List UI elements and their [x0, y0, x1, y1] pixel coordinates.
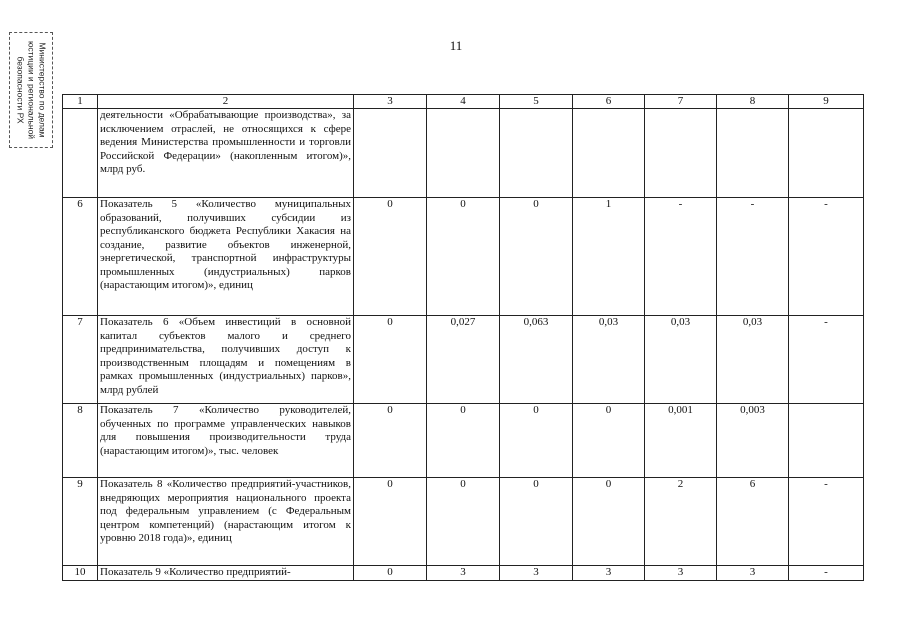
- value-cell: 3: [717, 566, 789, 581]
- value-cell: 0,03: [717, 316, 789, 404]
- table-row: [63, 404, 864, 478]
- row-number: [63, 109, 98, 198]
- value-cell: [789, 404, 864, 478]
- value-cell: 3: [500, 566, 573, 581]
- row-number: 7: [63, 316, 98, 404]
- value-cell: 0: [354, 404, 427, 478]
- value-cell: [573, 109, 645, 198]
- value-cell: 3: [573, 566, 645, 581]
- value-cell: 0: [500, 198, 573, 316]
- row-number: 10: [63, 566, 98, 581]
- table-row: [63, 316, 864, 404]
- value-cell: 6: [717, 478, 789, 566]
- row-number: 8: [63, 404, 98, 478]
- value-cell: -: [789, 198, 864, 316]
- value-cell: [789, 109, 864, 198]
- row-number: 9: [63, 478, 98, 566]
- value-cell: 0: [354, 198, 427, 316]
- value-cell: -: [645, 198, 717, 316]
- value-cell: 0,063: [500, 316, 573, 404]
- value-cell: 3: [427, 566, 500, 581]
- indicator-name: Показатель 7 «Количество руководителей, обученных по программе управленческих навыков для повышения производительности труда (нарастающим итогом)», тыс. человек: [98, 404, 354, 478]
- value-cell: -: [789, 566, 864, 581]
- table-row: [63, 478, 864, 566]
- value-cell: 2: [645, 478, 717, 566]
- value-cell: 0: [354, 316, 427, 404]
- value-cell: 0,001: [645, 404, 717, 478]
- value-cell: 0: [427, 198, 500, 316]
- stamp-line: юстиции и региональной: [26, 40, 37, 140]
- value-cell: [500, 109, 573, 198]
- value-cell: 0: [500, 478, 573, 566]
- value-cell: 3: [645, 566, 717, 581]
- value-cell: -: [789, 316, 864, 404]
- indicator-name: Показатель 6 «Объем инвестиций в основной капитал субъектов малого и среднего предпринимательства, получивших доступ к производственным площадям и помещениям в рамках промышленных (индустриальных) парков», млрд рублей: [98, 316, 354, 404]
- stamp-line: безопасности РХ: [15, 56, 26, 124]
- row-number: 6: [63, 198, 98, 316]
- value-cell: [354, 109, 427, 198]
- column-header: 6: [573, 95, 645, 109]
- value-cell: 0: [573, 404, 645, 478]
- table-row: [63, 109, 864, 198]
- stamp-text: [15, 34, 48, 146]
- table-header-row: [63, 95, 864, 109]
- value-cell: 0,03: [573, 316, 645, 404]
- table-row: [63, 198, 864, 316]
- page-number: 11: [449, 38, 463, 53]
- value-cell: 0,003: [717, 404, 789, 478]
- column-header: 3: [354, 95, 427, 109]
- value-cell: 0,027: [427, 316, 500, 404]
- value-cell: 0: [427, 404, 500, 478]
- value-cell: 0,03: [645, 316, 717, 404]
- registration-stamp: [9, 32, 53, 148]
- value-cell: 0: [354, 478, 427, 566]
- column-header: 5: [500, 95, 573, 109]
- column-header: 2: [98, 95, 354, 109]
- column-header: 1: [63, 95, 98, 109]
- column-header: 4: [427, 95, 500, 109]
- value-cell: [717, 109, 789, 198]
- value-cell: 0: [354, 566, 427, 581]
- value-cell: -: [717, 198, 789, 316]
- column-header: 8: [717, 95, 789, 109]
- column-header: 7: [645, 95, 717, 109]
- stamp-line: Министерство по делам: [37, 42, 48, 138]
- column-header: 9: [789, 95, 864, 109]
- value-cell: -: [789, 478, 864, 566]
- indicator-name: Показатель 5 «Количество муниципальных образований, получивших субсидии из республиканского бюджета Республики Хакасия на создание, развитие объектов инженерной, энергетической, транспортной инфраструктуры промышленных (индустриальных) парков (нарастающим итогом)», единиц: [98, 198, 354, 316]
- value-cell: [427, 109, 500, 198]
- value-cell: 0: [500, 404, 573, 478]
- value-cell: 1: [573, 198, 645, 316]
- table-row: [63, 566, 864, 581]
- indicator-name: деятельности «Обрабатывающие производства», за исключением отраслей, не относящихся к сфере ведения Министерства промышленности и торговли Российской Федерации» (накопленным итогом)», млрд руб.: [98, 109, 354, 198]
- value-cell: [645, 109, 717, 198]
- indicator-name: Показатель 9 «Количество предприятий-: [98, 566, 354, 581]
- indicators-table: [62, 94, 864, 581]
- indicator-name: Показатель 8 «Количество предприятий-участников, внедряющих мероприятия национального проекта под федеральным управлением (с Федеральным центром компетенций) (нарастающим итогом к уровню 2018 года)», единиц: [98, 478, 354, 566]
- value-cell: 0: [573, 478, 645, 566]
- value-cell: 0: [427, 478, 500, 566]
